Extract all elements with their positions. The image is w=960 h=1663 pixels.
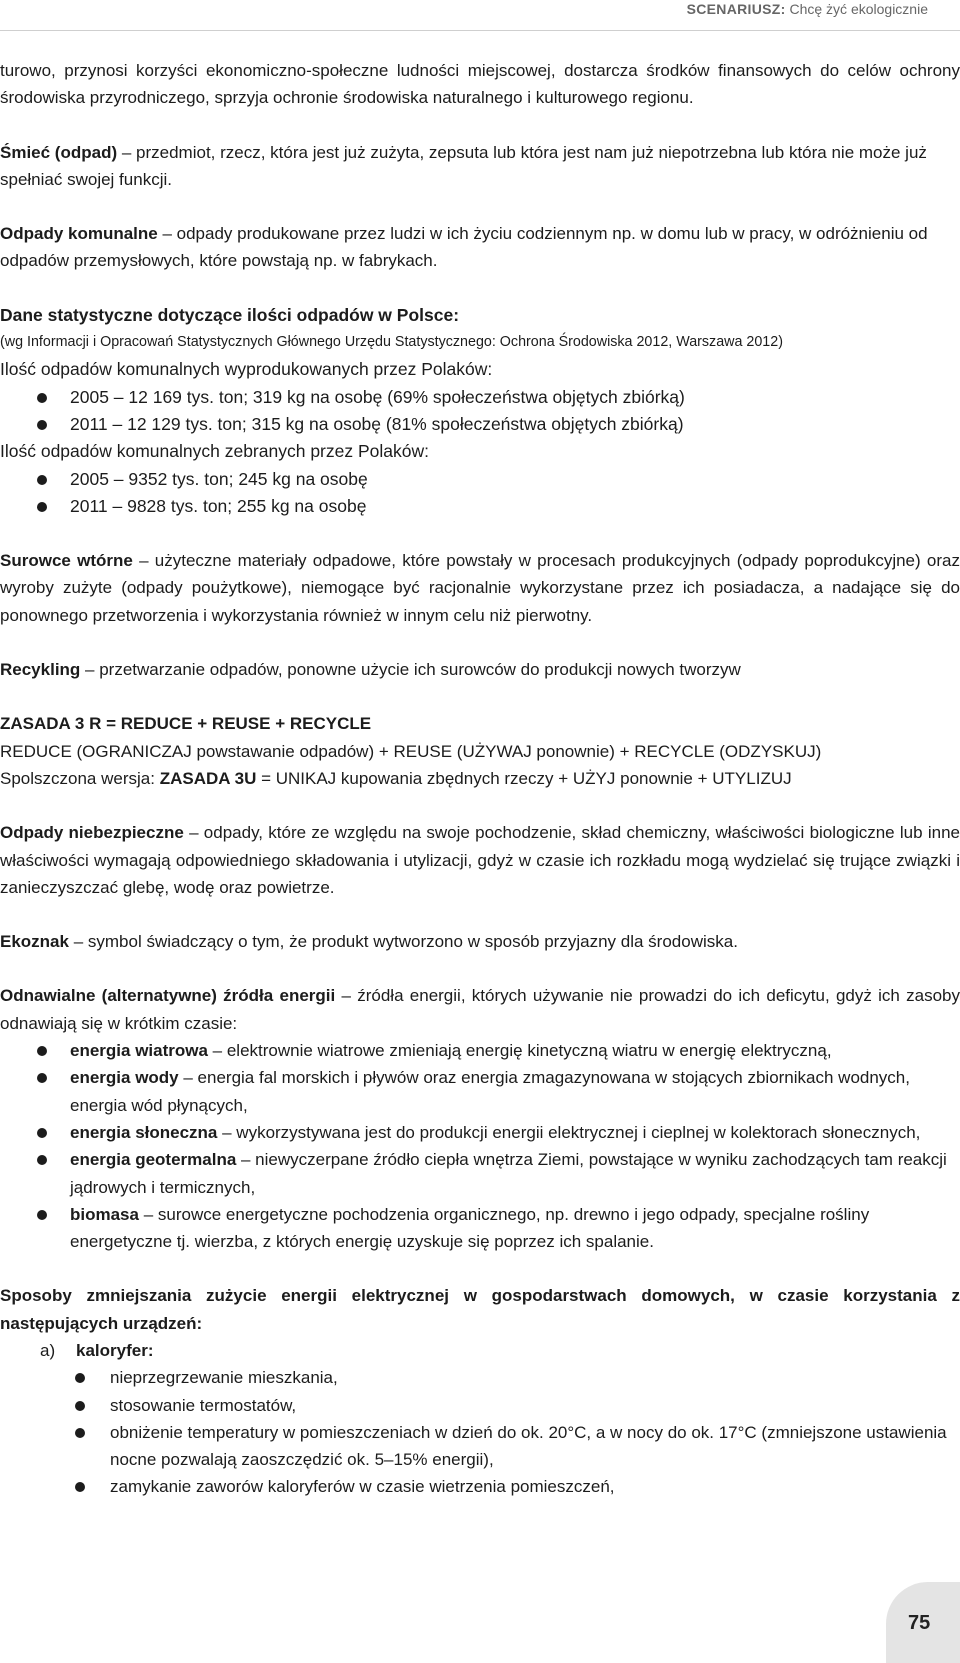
zasada-pl-term: ZASADA 3U xyxy=(159,768,257,788)
sub-item-kaloryfer xyxy=(0,1337,960,1364)
zasada-heading xyxy=(0,710,960,737)
definition-niebezpieczne xyxy=(0,819,960,901)
energy-term: energia wiatrowa xyxy=(70,1041,208,1061)
sposoby-section xyxy=(0,1282,960,1500)
list-item xyxy=(0,1201,960,1256)
list-item: 2011 – 9828 tys. ton; 255 kg na osobę xyxy=(0,493,960,520)
energy-term: energia słoneczna xyxy=(70,1122,218,1142)
term-ekoznak: Ekoznak xyxy=(0,932,69,952)
energy-term: biomasa xyxy=(70,1204,139,1224)
text-komunalne: – odpady produkowane przez ludzi w ich życiu codziennym np. w domu lub w pracy, w odróżnieniu od odpadów przemysłowych, które powstają np. w fabrykach. xyxy=(0,224,928,271)
text-smiec: – przedmiot, rzecz, która jest już zużyta, zepsuta lub która jest nam już niepotrzebna lub która nie może już spełniać swojej funkcji. xyxy=(0,142,927,189)
text-surowce: – użyteczne materiały odpadowe, które powstały w procesach produkcyjnych (odpady poprodukcyjne) oraz wyroby zużyte (odpady poużytkowe), niemogące być racjonalnie wykorzystane przez ich posiadacza, a nadające się do ponownego przetworzenia i wykorzystania również w innym celu niż pierwotny. xyxy=(0,551,960,625)
list-item xyxy=(0,1146,960,1201)
sposoby-heading xyxy=(0,1282,960,1337)
sub-item-marker: a) xyxy=(40,1340,56,1360)
zasada-section xyxy=(0,710,960,792)
definition-surowce xyxy=(0,547,960,629)
sub-item-label: kaloryfer: xyxy=(76,1340,154,1360)
list-item: stosowanie termostatów, xyxy=(0,1392,960,1419)
zasada-pl-prefix: Spolszczona wersja: xyxy=(0,768,160,788)
energy-text: – niewyczerpane źródło ciepła wnętrza Ziemi, powstające w wyniku zachodzących tam reakcji jądrowych i termicznych, xyxy=(70,1150,947,1197)
zasada-heading-text: ZASADA 3 R = REDUCE + REUSE + RECYCLE xyxy=(0,714,372,734)
energy-sources-list xyxy=(0,1037,960,1255)
page-header xyxy=(0,0,960,31)
text-odnawialne: – źródła energii, których używanie nie prowadzi do ich deficytu, gdyż ich zasoby odnawiają się w krótkim czasie: xyxy=(0,986,960,1033)
energy-text: – wykorzystywana jest do produkcji energii elektrycznej i cieplnej w kolektorach słonecznych, xyxy=(217,1122,921,1142)
statistics-heading xyxy=(0,302,960,329)
intro-paragraph: turowo, przynosi korzyści ekonomiczno-społeczne ludności miejscowej, dostarcza środków finansowych do celów ochrony środowiska przyrodniczego, sprzyja ochronie środowiska naturalnego i kulturowego regionu. xyxy=(0,61,960,108)
header-text xyxy=(687,0,928,19)
energy-text: – elektrownie wiatrowe zmieniają energię kinetyczną wiatru w energię elektryczną, xyxy=(207,1041,832,1061)
definition-smiec xyxy=(0,139,960,194)
list-item xyxy=(0,1037,960,1064)
term-smiec: Śmieć (odpad) xyxy=(0,142,118,162)
page-number: 75 xyxy=(908,1612,931,1634)
text-recykling: – przetwarzanie odpadów, ponowne użycie ich surowców do produkcji nowych tworzyw xyxy=(80,660,741,680)
definition-ekoznak xyxy=(0,928,960,955)
list-item xyxy=(0,1064,960,1119)
document-body xyxy=(0,57,960,1501)
energy-term: energia geotermalna xyxy=(70,1150,237,1170)
term-niebezpieczne: Odpady niebezpieczne xyxy=(0,823,184,843)
statistics-heading-text: Dane statystyczne dotyczące ilości odpadów w Polsce: xyxy=(0,304,460,325)
collected-label: Ilość odpadów komunalnych zebranych przez Polaków: xyxy=(0,441,429,462)
list-item: zamykanie zaworów kaloryferów w czasie wietrzenia pomieszczeń, xyxy=(0,1473,960,1500)
page-number-tab xyxy=(886,1582,960,1663)
definition-odnawialne xyxy=(0,982,960,1037)
zasada-pl-text: = UNIKAJ kupowania zbędnych rzeczy + UŻYJ ponownie + UTYLIZUJ xyxy=(256,768,792,788)
list-item: 2005 – 12 169 tys. ton; 319 kg na osobę (69% społeczeństwa objętych zbiórką) xyxy=(0,384,960,411)
definition-recykling xyxy=(0,656,960,683)
energy-text: – energia fal morskich i pływów oraz energia zmagazynowana w stojących zbiornikach wodnych, energia wód płynących, xyxy=(70,1068,910,1115)
term-recykling: Recykling xyxy=(0,660,81,680)
term-komunalne: Odpady komunalne xyxy=(0,224,158,244)
list-item: 2011 – 12 129 tys. ton; 315 kg na osobę (81% społeczeństwa objętych zbiórką) xyxy=(0,411,960,438)
kaloryfer-list xyxy=(0,1364,960,1500)
zasada-polish xyxy=(0,765,960,792)
header-label: SCENARIUSZ: xyxy=(686,1,786,17)
sposoby-heading-text: Sposoby zmniejszania zużycie energii elektrycznej w gospodarstwach domowych, w czasie korzystania z następujących urządzeń: xyxy=(0,1286,960,1333)
text-ekoznak: – symbol świadczący o tym, że produkt wytworzono w sposób przyjazny dla środowiska. xyxy=(68,932,738,952)
list-item: obniżenie temperatury w pomieszczeniach w dzień do ok. 20°C, a w nocy do ok. 17°C (zmniejszone ustawienia nocne pozwalają zaoszczędzić ok. 5–15% energii), xyxy=(0,1419,960,1474)
definition-komunalne xyxy=(0,220,960,275)
zasada-line: REDUCE (OGRANICZAJ powstawanie odpadów) + REUSE (UŻYWAJ ponownie) + RECYCLE (ODZYSKUJ) xyxy=(0,741,822,761)
list-item: nieprzegrzewanie mieszkania, xyxy=(0,1364,960,1391)
list-item xyxy=(0,1119,960,1146)
collected-list xyxy=(0,466,960,521)
term-odnawialne: Odnawialne (alternatywne) źródła energii xyxy=(0,986,336,1006)
statistics-source: (wg Informacji i Opracowań Statystycznych Głównego Urzędu Statystycznego: Ochrona Środowiska 2012, Warszawa 2012) xyxy=(0,334,783,351)
odnawialne-section xyxy=(0,982,960,1255)
list-item: 2005 – 9352 tys. ton; 245 kg na osobę xyxy=(0,466,960,493)
statistics-section xyxy=(0,302,960,520)
term-surowce: Surowce wtórne xyxy=(0,551,133,571)
text-niebezpieczne: – odpady, które ze względu na swoje pochodzenie, skład chemiczny, właściwości biologiczne lub inne właściwości wymagają odpowiedniego składowania i utylizacji, gdyż w czasie ich rozkładu mogą wydzielać się trujące związki i zanieczyszczać glebę, wodę oraz powietrze. xyxy=(0,823,960,897)
energy-term: energia wody xyxy=(70,1068,179,1088)
produced-list xyxy=(0,384,960,439)
energy-text: – surowce energetyczne pochodzenia organicznego, np. drewno i jego odpady, specjalne rośliny energetyczne tj. wierzba, z których energię uzyskuje się poprzez ich spalanie. xyxy=(70,1204,870,1252)
header-title: Chcę żyć ekologicznie xyxy=(789,1,928,17)
produced-label: Ilość odpadów komunalnych wyprodukowanych przez Polaków: xyxy=(0,359,493,380)
